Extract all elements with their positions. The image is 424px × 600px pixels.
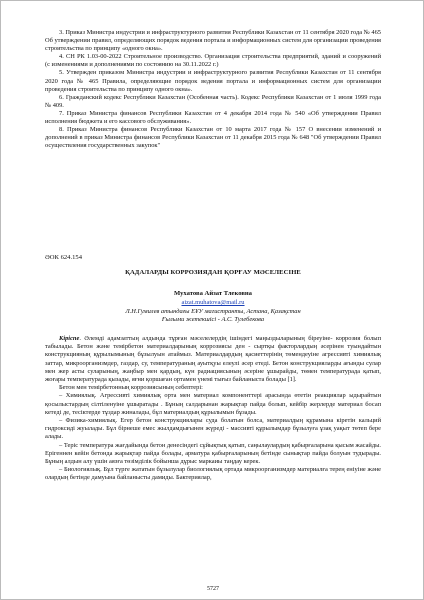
author-affiliation (45, 308, 381, 324)
body-paragraph: – Физика-химиялық. Егер бетон конструкциялары суда болатын болса, материалдың құрамына кіретін кальций гидроксиді жуылады. Бұл бірнеше емес жылдамдығынен жүреді - массивті құрылымдар бұзылуға ұзақ уақыт төтеп бере алады. (45, 417, 381, 441)
reference-item: 5. Утвержден приказом Министра индустрии и инфраструктурного развития Республики Казахстан от 11 сентября 2020 года № 465 Правила, определяющие порядок ведения портала и информационных систем для организации проведения строительства по принципу одного окна». (45, 69, 381, 93)
page-number: 5727 (207, 586, 219, 592)
article-body (45, 335, 381, 483)
article-title: ҚАДАЛАРДЫ КОРРОЗИЯДАН ҚОРҒАУ МӘСЕЛЕСІНЕ (125, 269, 301, 276)
author-email-link[interactable]: aizat.muhatova@mail.ru (181, 299, 245, 306)
author-name: Мухатова Айзат Тлековна (174, 290, 252, 297)
reference-list (45, 29, 381, 150)
supervisor-line: Ғылыми жетекшісі - А.С. Тулебекова (161, 316, 265, 324)
intro-keyword: Кіріспе (59, 335, 80, 342)
udc-code: ӘОК 624.154 (45, 254, 82, 261)
body-paragraph: – Химиялық. Агрессивті химиялық орта мен материал компоненттері арасында өтетін реакциялар ыдырайтын қосылыстардың сілтіленуіне ұшыратады . Бұның салдарынан жарықтар пайда болып, кейбір жерлерде материал босап кетеді де, тесіктерде тұздар жиналады, бұл материалдың құрылымын бұзады. (45, 392, 381, 416)
reference-item: 6. Гражданский кодекс Республики Казахстан (Особенная часть). Кодекс Республики Казахстан от 1 июля 1999 года № 409. (45, 93, 381, 109)
body-paragraph: – Биологиялық. Бұл түрге жататын бұзылулар биологиялық ортада микроорганизмдер материалға терең еніуіне және олардың бетінде дамуына байланысты дамиды. Бактериялар, (45, 466, 381, 482)
reference-item: 3. Приказ Министра индустрии и инфраструктурного развития Республики Казахстан от 11 сентября 2020 года № 465 Об утверждении правил, определяющих порядок ведения портала и информационных систем для организации проведения строительства по принципу «одного окна». (45, 29, 381, 53)
intro-text: . Әлемді адамзаттың алдында тұрған мәселелердің ішіндегі маңыздыларының біреуіне- коррозия болып табылады. Бетон және темірбетон материалдарының коррозиясы ден - сыртқы факторлардың әсерінен туындайтын конструкцияның құрылымының бұзылуын атаймыз. Материалдардың қасиеттерінің төмендеуіне агрессивті химиялық заттар, микроорганизмдер, газдар, су, температураның ауытқуы елеулі әсер етеді. Бетон конструкцияларды ағынды сулар мен жер асты суларының, жаңбыр мен қардың, күн радиациясының әсеріне ұшырайды, төмен температурада қатып, жоғары температурада қызады, яғни қоршаған ортамен үнемі тығыз байланыста болады [1]. (45, 335, 381, 384)
reference-item: 8. Приказ Министра финансов Республики Казахстан от 10 марта 2017 года № 157 О внесении изменений и дополнений в приказ Министра финансов Республики Казахстан от 11 декабря 2015 года № 648 "Об утверждении Правил осуществления государственных закупок" (45, 126, 381, 150)
affiliation-line: Л.Н.Гумилев атындағы ЕҰУ магистранты, Астана, Қазақстан (125, 308, 301, 315)
body-paragraph: Бетон мен темірбетонның коррозиясының себептері: (59, 384, 203, 392)
body-paragraph: – Теріс температура жағдайында бетон денесіндегі сұйықтық қатып, саңылаулардың қабырғаларына қысым жасайды. Ерігеннен кейін бетонда жарықтар пайда болады, арматура қабырғаларының бетінде сынықтар пайда болуын тудырады. Бұның алдын алу үшін аязға төзімділік бойынша дұрыс маркаиы таңдау керек. (45, 441, 381, 466)
reference-item: 7. Приказ Министра финансов Республики Казахстан от 4 декабря 2014 года № 540 «Об утверждении Правил исполнения бюджета и его кассового обслуживания». (45, 109, 381, 126)
reference-item: 4. СН РК 1.03-00-2022 Строительное производство. Организация строительства предприятий, зданий и сооружений (с изменениями и дополнениями по состоянию на 30.11.2022 г.) (45, 53, 381, 69)
intro-paragraph (45, 335, 381, 384)
